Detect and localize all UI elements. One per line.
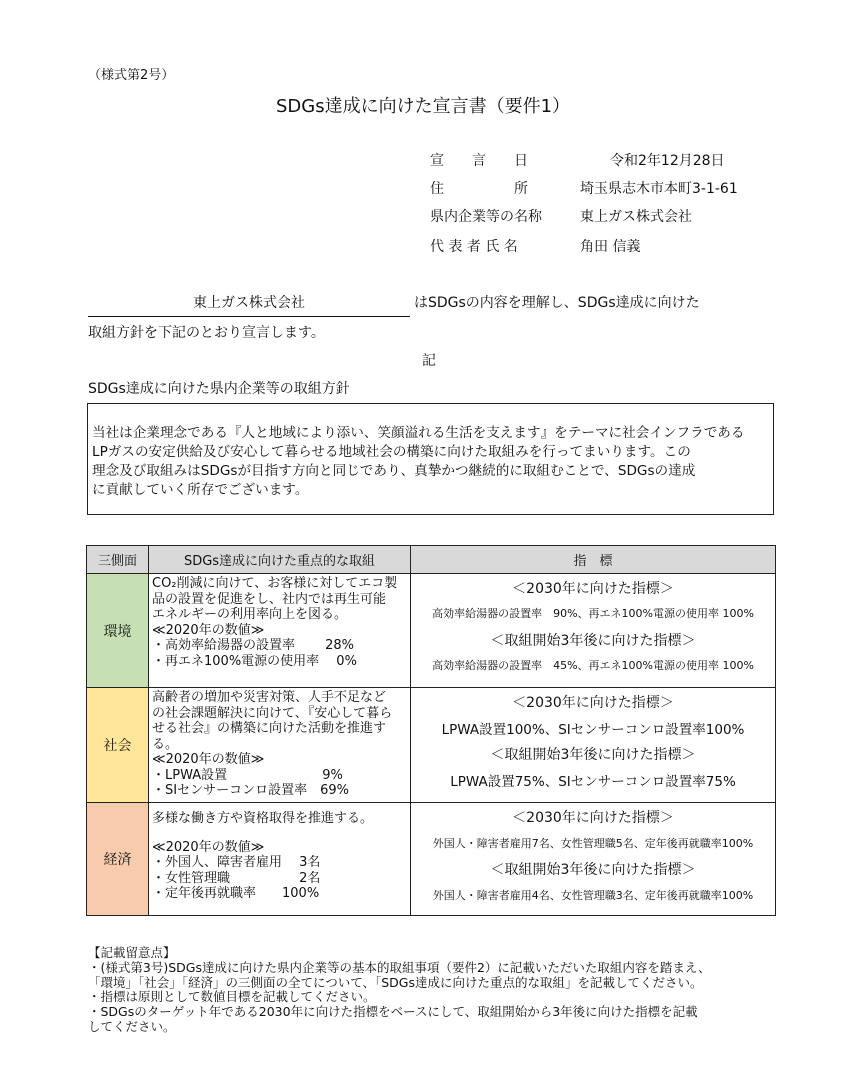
address-label: 住 所 [430,181,528,197]
policy-line: 当社は企業理念である『人と地域により添い、笑顔溢れる生活を支えます』をテーマに社会インフラである [92,425,745,441]
indicator-heading-2030: ＜2030年に向けた指標＞ [512,695,674,711]
initiative-society [149,688,411,803]
representative-row [430,236,640,256]
representative-label: 代 表 者 氏 名 [430,239,518,255]
company-name-value: 東上ガス株式会社 [580,209,692,225]
declarer-company: 東上ガス株式会社 [88,292,410,317]
indicator-value-2030: LPWA設置100%、SIセンサーコンロ設置率100% [441,722,745,738]
form-number: （様式第2号） [88,68,175,83]
address-value: 埼玉県志木市本町3-1-61 [580,181,738,197]
desc-line: せる社会』の構築に向けた活動を推進す [152,721,387,736]
indicator-value-3yr: 高効率給湯器の設置率 45%、再エネ100%電源の使用率 100% [432,659,754,672]
indicator-heading-3yr: ＜取組開始3年後に向けた指標＞ [490,633,696,649]
declaration-text-2: 取組方針を下記のとおり宣言します。 [88,325,325,341]
note-line: 「環境」「社会」「経済」の三側面の全てについて、「SDGs達成に向けた重点的な取組」を記載してください。 [88,974,703,990]
indicator-environment [411,574,776,688]
desc-line: ・高効率給湯器の設置率 28% [152,638,355,653]
header-initiative: SDGs達成に向けた重点的な取組 [149,546,411,574]
initiatives-table [86,545,776,916]
desc-line [152,827,407,840]
policy-line: に貢献していく所存でございます。 [92,482,309,498]
initiative-economy [149,803,411,916]
initiative-environment [149,574,411,688]
policy-box [87,403,774,515]
date-value: 令和2年12月28日 [610,153,725,169]
document-title: SDGs達成に向けた宣言書（要件1） [275,96,571,117]
address-row [430,178,738,198]
category-economy: 経済 [87,803,149,916]
note-line: ・SDGsのターゲット年である2030年に向けた指標をベースにして、取組開始から3年後に向けた指標を記載 [88,1004,698,1020]
desc-line: ・SIセンサーコンロ設置率 69% [152,783,349,798]
policy-heading: SDGs達成に向けた県内企業等の取組方針 [88,381,350,397]
desc-line: CO₂削減に向けて、お客様に対してエコ製 [152,576,398,591]
note-line: してください。 [88,1018,176,1034]
desc-line: 多様な働き方や資格取得を推進する。 [152,811,374,826]
desc-line: 高齢者の増加や災害対策、人手不足など [152,690,387,705]
indicator-economy [411,803,776,916]
note-line: ・(様式第3号)SDGs達成に向けた県内企業等の基本的取組事項（要件2）に記載いただいた取組内容を踏まえ、 [88,959,711,975]
table-row [87,803,776,916]
policy-line: 理念及び取組みはSDGsが目指す方向と同じであり、真摯かつ継続的に取組むことで、SDGsの達成 [92,463,696,479]
desc-line: 品の設置を促進をし、社内では再生可能 [152,591,387,607]
desc-line: ≪2020年の数値≫ [152,752,265,767]
company-name-label: 県内企業等の名称 [430,209,542,225]
table-row [87,574,776,688]
desc-line: ・定年後再就職率 100% [152,886,320,901]
indicator-value-3yr: LPWA設置75%、SIセンサーコンロ設置率75% [450,774,736,790]
desc-line: ・外国人、障害者雇用 3名 [152,855,321,870]
declaration-text-1: はSDGsの内容を理解し、SDGs達成に向けた [414,295,700,311]
indicator-value-2030: 外国人・障害者雇用7名、女性管理職5名、定年後再就職率100% [432,837,754,850]
desc-line: ・女性管理職 2名 [152,870,321,886]
notes-section [88,946,711,1035]
category-society: 社会 [87,688,149,803]
table-row [87,688,776,803]
desc-line: の社会課題解決に向けて、『安心して暮ら [152,705,393,721]
desc-line: ・LPWA設置 9% [152,767,343,783]
declaration-date-row [430,150,725,170]
note-line: ・指標は原則として数値目標を記載してください。 [88,989,376,1005]
table-header-row [87,546,776,574]
indicator-value-2030: 高効率給湯器の設置率 90%、再エネ100%電源の使用率 100% [432,607,754,620]
desc-line: エネルギーの利用率向上を図る。 [152,607,348,622]
desc-line: る。 [152,736,179,752]
indicator-heading-2030: ＜2030年に向けた指標＞ [512,581,674,597]
notes-title: 【記載留意点】 [88,945,176,960]
ki-marker: 記 [422,353,436,369]
category-environment: 環境 [87,574,149,688]
header-indicator: 指 標 [411,546,776,574]
indicator-heading-3yr: ＜取組開始3年後に向けた指標＞ [490,747,696,763]
company-name-row [430,206,692,226]
indicator-heading-2030: ＜2030年に向けた指標＞ [512,810,674,826]
indicator-value-3yr: 外国人・障害者雇用4名、女性管理職3名、定年後再就職率100% [432,889,754,902]
desc-line: ≪2020年の数値≫ [152,622,265,638]
desc-line: ・再エネ100%電源の使用率 0% [152,653,357,669]
date-label: 宣 言 日 [430,153,528,169]
header-aspect: 三側面 [87,546,149,574]
policy-line: LPガスの安定供給及び安心して暮らせる地域社会の構築に向けた取組みを行ってまいります。この [92,444,691,460]
indicator-society [411,688,776,803]
desc-line: ≪2020年の数値≫ [152,839,265,855]
indicator-heading-3yr: ＜取組開始3年後に向けた指標＞ [490,862,696,878]
representative-value: 角田 信義 [580,239,641,255]
